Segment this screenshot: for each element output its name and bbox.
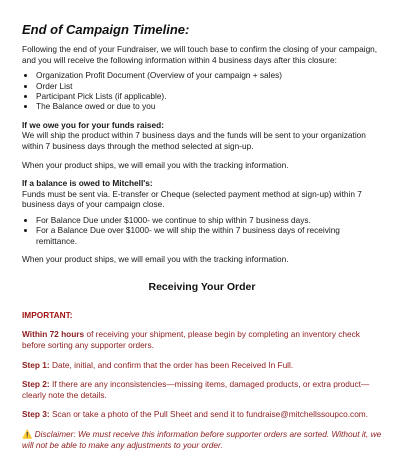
balance-list (22, 215, 382, 246)
owe-text: We will ship the product within 7 business days and the funds will be sent to your organization within 7 business days through the method selected at sign-up. (22, 130, 366, 151)
disclaimer (22, 429, 382, 450)
step-3 (22, 409, 382, 420)
list-item: • For Balance Due under $1000- we continue to ship within 7 business days. (36, 215, 382, 225)
ships-text-2: When your product ships, we will email you with the tracking information. (22, 254, 289, 265)
disclaimer-text: Disclaimer: We must receive this information before supporter orders are sorted. Without it, we will not be able to make any adjustments to your order. (22, 428, 382, 450)
important-label: IMPORTANT: (22, 309, 73, 320)
step-1-text: Date, initial, and confirm that the order has been Received In Full. (49, 359, 294, 370)
within-72-hours-label: Within 72 hours (22, 329, 85, 340)
timeline-intro: Following the end of your Fundraiser, we will touch base to confirm the closing of your campaign, and you will receive the following information within 4 business days after this closure: (22, 44, 378, 65)
receiving-title: Receiving Your Order (148, 280, 256, 293)
step-3-text: Scan or take a photo of the Pull Sheet and send it to fundraise@mitchellssoupco.com. (49, 409, 369, 420)
list-item: • For a Balance Due over $1000- we will ship the within 7 business days of receiving remittance. (36, 225, 382, 246)
ships-text-1: When your product ships, we will email you with the tracking information. (22, 159, 289, 170)
within-72-hours-text (22, 329, 382, 350)
owe-heading: If we owe you for your funds raised: (22, 119, 164, 130)
balance-heading: If a balance is owed to Mitchell's: (22, 178, 153, 189)
closure-info-list (22, 70, 382, 112)
step-3-label: Step 3: (22, 409, 50, 420)
step-2 (22, 379, 382, 400)
balance-text: Funds must be sent via. E-transfer or Cheque (selected payment method at sign-up) within 7 business days of your campaign close. (22, 188, 362, 210)
list-item: • The Balance owed or due to you (36, 101, 382, 111)
timeline-title: End of Campaign Timeline: (22, 22, 190, 37)
document-page (22, 22, 382, 450)
within-72-hours-body: of receiving your shipment, please begin by completing an inventory check before sorting any supporter orders. (22, 329, 360, 350)
list-item: • Organization Profit Document (Overview of your campaign + sales) (36, 70, 382, 80)
step-1 (22, 360, 382, 371)
step-1-label: Step 1: (22, 359, 50, 370)
step-2-text: If there are any inconsistencies—missing items, damaged products, or extra product—clearly note the details. (22, 379, 370, 400)
list-item: • Participant Pick Lists (if applicable). (36, 91, 382, 101)
warning-icon: ⚠️ (22, 428, 33, 439)
list-item: • Order List (36, 81, 382, 91)
step-2-label: Step 2: (22, 379, 50, 390)
